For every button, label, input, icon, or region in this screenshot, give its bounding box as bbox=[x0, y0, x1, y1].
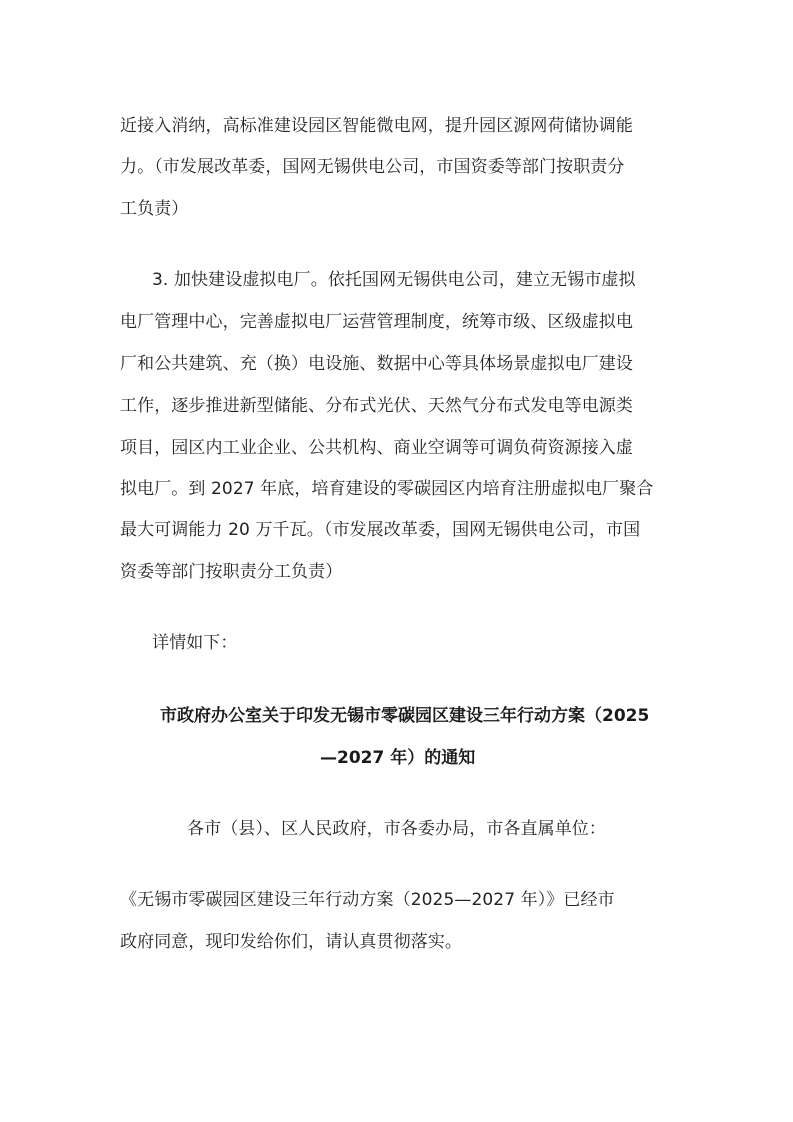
paragraph-line: 厂和公共建筑、充（换）电设施、数据中心等具体场景虚拟电厂建设 bbox=[120, 354, 633, 374]
paragraph-line: 电厂管理中心，完善虚拟电厂运营管理制度，统筹市级、区级虚拟电 bbox=[120, 312, 633, 332]
body-line: 《无锡市零碳园区建设三年行动方案（2025—2027 年）》已经市 bbox=[120, 890, 615, 910]
paragraph-line: 3. 加快建设虚拟电厂。依托国网无锡供电公司，建立无锡市虚拟 bbox=[152, 270, 636, 290]
paragraph-line: 工作，逐步推进新型储能、分布式光伏、天然气分布式发电等电源类 bbox=[120, 396, 633, 416]
paragraph-line: 近接入消纳，高标准建设园区智能微电网，提升园区源网荷储协调能 bbox=[120, 116, 633, 136]
notice-title-line2: —2027 年）的通知 bbox=[320, 748, 476, 768]
paragraph-line: 最大可调能力 20 万千瓦。（市发展改革委，国网无锡供电公司，市国 bbox=[120, 520, 641, 540]
paragraph-line: 工负责） bbox=[120, 199, 189, 219]
intro-text: 详情如下： bbox=[152, 633, 238, 653]
paragraph-line: 力。（市发展改革委，国网无锡供电公司，市国资委等部门按职责分 bbox=[120, 157, 625, 177]
salutation: 各市（县）、区人民政府，市各委办局，市各直属单位： bbox=[187, 819, 606, 839]
paragraph-line: 资委等部门按职责分工负责） bbox=[120, 562, 343, 582]
paragraph-line: 项目，园区内工业企业、公共机构、商业空调等可调负荷资源接入虚 bbox=[120, 438, 633, 458]
paragraph-line: 拟电厂。到 2027 年底，培育建设的零碳园区内培育注册虚拟电厂聚合 bbox=[120, 479, 654, 499]
body-line: 政府同意，现印发给你们，请认真贯彻落实。 bbox=[120, 932, 462, 952]
notice-title-line1: 市政府办公室关于印发无锡市零碳园区建设三年行动方案（2025 bbox=[160, 706, 650, 726]
